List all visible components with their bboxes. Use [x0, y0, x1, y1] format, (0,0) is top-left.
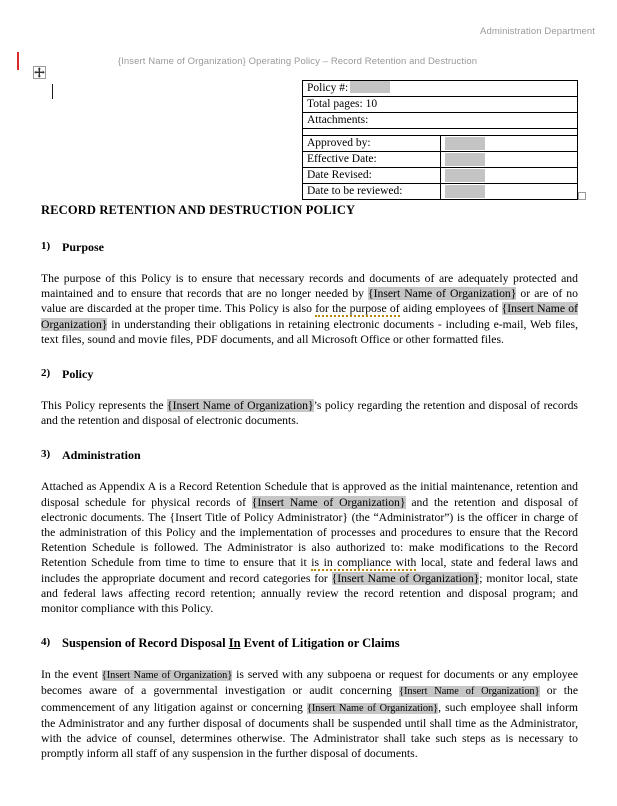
text-run: This Policy represents the — [41, 399, 168, 413]
text-cursor-caret — [52, 84, 53, 99]
highlighted-placeholder: {Insert Name of Organization} — [101, 670, 233, 682]
effective-date-label: Effective Date: — [303, 152, 441, 168]
effective-date-field[interactable] — [445, 153, 485, 166]
section-number: 4) — [41, 636, 51, 649]
text-run: or are of no value are discarded at the proper time. This Policy is also — [41, 287, 578, 316]
policy-info-table-body — [303, 81, 578, 200]
section-title — [62, 636, 578, 651]
policy-info-table — [302, 80, 578, 200]
effective-date-value[interactable] — [440, 152, 578, 168]
policy-number-label: Policy #: — [307, 82, 349, 94]
table-row — [303, 184, 578, 200]
text-run: Attached as Appendix A is a Record Retention Schedule that is approved as the initial maintenance, retention and disposal schedule for physical records of — [41, 480, 578, 509]
table-row — [303, 152, 578, 168]
highlighted-placeholder: {Insert Name of Organization} — [251, 495, 406, 509]
highlighted-placeholder: {Insert Name of Organization} — [331, 571, 480, 585]
text-run: , such employee shall inform the Administrator and any further disposal of documents shall be suspended until shall time as the Administrator, with the advice of counsel, determines otherwise. The Administrator shall take such steps as is necessary to promptly inform all staff of any suspension in the further disposal of documents. — [41, 700, 578, 761]
section-paragraph-administration — [41, 479, 578, 616]
section-number: 2) — [41, 367, 51, 380]
text-run: in understanding their obligations in retaining electronic documents - including e-mail, Web files, text files, sound and movie files, PDF documents, and all Microsoft Office or other formatted files. — [41, 317, 578, 346]
table-resize-handle[interactable] — [578, 192, 586, 200]
inserted-text: In — [228, 636, 241, 651]
text-run: ; monitor local, state and federal laws affecting record retention; annually review the record retention and disposal program; and monitor compliance with this Policy. — [41, 571, 578, 616]
policy-number-field[interactable] — [350, 81, 390, 93]
table-move-handle-icon[interactable] — [33, 66, 46, 79]
table-spacer-row — [303, 129, 578, 136]
section-heading-suspension — [41, 636, 578, 651]
date-revised-value[interactable] — [440, 168, 578, 184]
page-header-department: Administration Department — [480, 26, 595, 37]
text-run: aiding employees of — [399, 302, 502, 316]
section-number: 3) — [41, 448, 51, 461]
approved-by-label: Approved by: — [303, 136, 441, 152]
date-revised-label: Date Revised: — [303, 168, 441, 184]
date-to-be-reviewed-value[interactable] — [440, 184, 578, 200]
section-title: Purpose — [62, 240, 104, 254]
attachments-cell[interactable]: Attachments: — [303, 113, 578, 129]
document-body — [41, 203, 578, 781]
text-run: ’s policy regarding the retention and disposal of records and the retention and disposal of electronic documents. — [41, 399, 578, 428]
section-paragraph-suspension — [41, 667, 578, 761]
section-heading-policy — [41, 367, 578, 382]
text-run: local, state and federal laws and includes the appropriate document and record categories for — [41, 556, 579, 585]
text-run: The purpose of this Policy is to ensure that necessary records and documents of are adequately protected and maintained and to ensure that records that are no longer needed by — [41, 272, 578, 301]
section-paragraph-policy — [41, 398, 578, 428]
section-title: Administration — [62, 448, 141, 463]
approved-by-value[interactable] — [440, 136, 578, 152]
table-spacer-cell — [303, 129, 578, 136]
highlighted-placeholder: {Insert Name of Organization} — [306, 702, 439, 714]
text-run: is served with any subpoena or request for documents or any employee becomes aware of a governmental investigation or audit concerning — [41, 668, 579, 698]
text-run: and the retention and disposal of electronic documents. The {Insert Title of Policy Administrator} (the “Administrator”) is the officer in charge of the administration of this Policy and the implementation of processes and procedures to ensure that the Record Retention Schedule is followed. The Administrator is also authorized to: make modifications to the Record Retention Schedule from time to time to ensure that it — [41, 495, 578, 570]
section-title: Policy — [62, 367, 94, 382]
highlighted-placeholder: {Insert Name of Organization} — [399, 686, 540, 698]
highlighted-placeholder: {Insert Name of Organization} — [167, 399, 314, 413]
policy-number-cell[interactable] — [303, 81, 578, 97]
table-row — [303, 97, 578, 113]
page-header-document-line: {Insert Name of Organization} Operating Policy – Record Retention and Destruction — [117, 56, 478, 67]
text-run: Event of Litigation or Claims — [240, 636, 400, 651]
text-run: Suspension of Record Disposal — [62, 636, 229, 651]
table-row — [303, 113, 578, 129]
date-to-be-reviewed-label: Date to be reviewed: — [303, 184, 441, 200]
text-run: or the commencement of any litigation against or concerning — [41, 684, 579, 714]
total-pages-cell[interactable]: Total pages: 10 — [303, 97, 578, 113]
table-row — [303, 81, 578, 97]
approved-by-field[interactable] — [445, 137, 485, 150]
revision-change-bar — [17, 52, 19, 70]
page-title: RECORD RETENTION AND DESTRUCTION POLICY — [41, 203, 356, 217]
table-row — [303, 136, 578, 152]
table-row — [303, 168, 578, 184]
section-number: 1) — [41, 240, 51, 252]
section-paragraph-purpose — [41, 271, 578, 347]
highlighted-placeholder: {Insert Name of Organization} — [367, 287, 517, 301]
date-revised-field[interactable] — [445, 169, 485, 182]
text-run: In the event — [41, 668, 102, 682]
date-to-be-reviewed-field[interactable] — [445, 185, 485, 198]
section-heading-purpose — [41, 240, 578, 255]
grammar-flagged-text: is in compliance with — [311, 556, 417, 570]
section-heading-administration — [41, 448, 578, 463]
grammar-flagged-text: for the purpose of — [315, 302, 400, 316]
highlighted-placeholder: {Insert Name of Organization} — [41, 302, 579, 331]
